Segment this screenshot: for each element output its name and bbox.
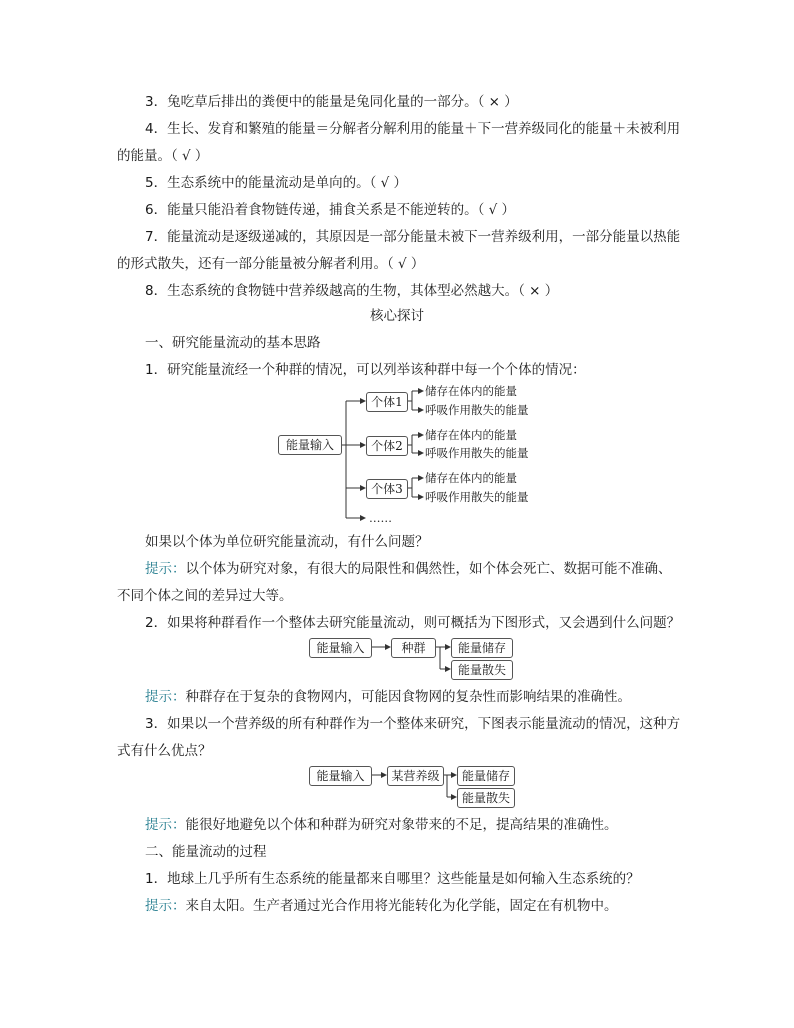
hint-label: 提示： xyxy=(145,689,186,705)
answer-1-text: 以个体为研究对象，有很大的局限性和偶然性，如个体会死亡、数据可能不准确、 xyxy=(185,561,672,577)
diagram1-stored-label-1: 储存在体内的能量 xyxy=(425,384,517,398)
part1-heading: 一、研究能量流动的基本思路 xyxy=(145,335,321,351)
part2-answer-1 xyxy=(145,896,618,916)
part2-heading: 二、能量流动的过程 xyxy=(145,844,267,860)
answer-3-text: 能很好地避免以个体和种群为研究对象带来的不足，提高结果的准确性。 xyxy=(185,817,618,833)
diagram3-energy-loss-box: 能量散失 xyxy=(457,788,515,808)
diagram2-energy-loss-box: 能量散失 xyxy=(451,660,513,680)
diagram2-energy-input-box: 能量输入 xyxy=(309,638,372,658)
diagram1-lost-label-3: 呼吸作用散失的能量 xyxy=(425,490,529,504)
part2-answer-1-text: 来自太阳。生产者通过光合作用将光能转化为化学能，固定在有机物中。 xyxy=(185,898,618,914)
part1-question-3-line2: 式有什么优点？ xyxy=(117,743,212,759)
diagram3-energy-storage-box: 能量储存 xyxy=(457,766,515,786)
diagram1-lost-label-2: 呼吸作用散失的能量 xyxy=(425,446,529,460)
hint-label: 提示： xyxy=(145,561,186,577)
judgment-7-line1: 7．能量流动是逐级递减的，其原因是一部分能量未被下一营养级利用，一部分能量以热能 xyxy=(145,229,681,245)
part1-question-1b: 如果以个体为单位研究能量流动，有什么问题？ xyxy=(145,534,429,550)
judgment-5: 5．生态系统中的能量流动是单向的。（ √ ） xyxy=(145,175,408,191)
diagram1-stored-label-3: 储存在体内的能量 xyxy=(425,471,517,485)
diagram1-individual-3-box: 个体3 xyxy=(366,479,408,499)
diagram1-energy-input-box: 能量输入 xyxy=(278,435,342,455)
diagram2-energy-storage-box: 能量储存 xyxy=(451,638,513,658)
part1-question-3-line1: 3．如果以一个营养级的所有种群作为一个整体来研究，下图表示能量流动的情况，这种方 xyxy=(145,716,681,732)
answer-3 xyxy=(145,815,618,835)
part1-question-2: 2．如果将种群看作一个整体去研究能量流动，则可概括为下图形式，又会遇到什么问题？ xyxy=(145,615,681,631)
diagram1-lost-label-1: 呼吸作用散失的能量 xyxy=(425,403,529,417)
diagram1-individual-1-box: 个体1 xyxy=(366,392,408,412)
judgment-6: 6．能量只能沿着食物链传递，捕食关系是不能逆转的。（ √ ） xyxy=(145,202,516,218)
answer-2-text: 种群存在于复杂的食物网内，可能因食物网的复杂性而影响结果的准确性。 xyxy=(185,689,631,705)
diagram3-trophic-level-box: 某营养级 xyxy=(387,766,444,786)
judgment-4-line2: 的能量。（ √ ） xyxy=(117,148,209,164)
judgment-8: 8．生态系统的食物链中营养级越高的生物，其体型必然越大。（ × ） xyxy=(145,283,559,299)
diagram1-stored-label-2: 储存在体内的能量 xyxy=(425,428,517,442)
judgment-7-line2: 的形式散失，还有一部分能量被分解者利用。（ √ ） xyxy=(117,256,425,272)
diagram3-energy-input-box: 能量输入 xyxy=(309,766,372,786)
judgment-4-line1: 4．生长、发育和繁殖的能量＝分解者分解利用的能量＋下一营养级同化的能量＋未被利用 xyxy=(145,121,681,137)
judgment-3: 3．兔吃草后排出的粪便中的能量是兔同化量的一部分。（ × ） xyxy=(145,94,518,110)
hint-label: 提示： xyxy=(145,817,186,833)
diagram1-ellipsis: …… xyxy=(369,511,392,525)
section-title: 核心探讨 xyxy=(370,308,424,324)
diagram2-population-box: 种群 xyxy=(391,638,436,658)
part1-question-1: 1．研究能量流经一个种群的情况，可以列举该种群中每一个个体的情况： xyxy=(145,362,586,378)
hint-label: 提示： xyxy=(145,898,186,914)
answer-1-line2: 不同个体之间的差异过大等。 xyxy=(117,588,293,604)
part2-question-1: 1．地球上几乎所有生态系统的能量都来自哪里？这些能量是如何输入生态系统的？ xyxy=(145,871,640,887)
diagram1-individual-2-box: 个体2 xyxy=(366,436,408,456)
